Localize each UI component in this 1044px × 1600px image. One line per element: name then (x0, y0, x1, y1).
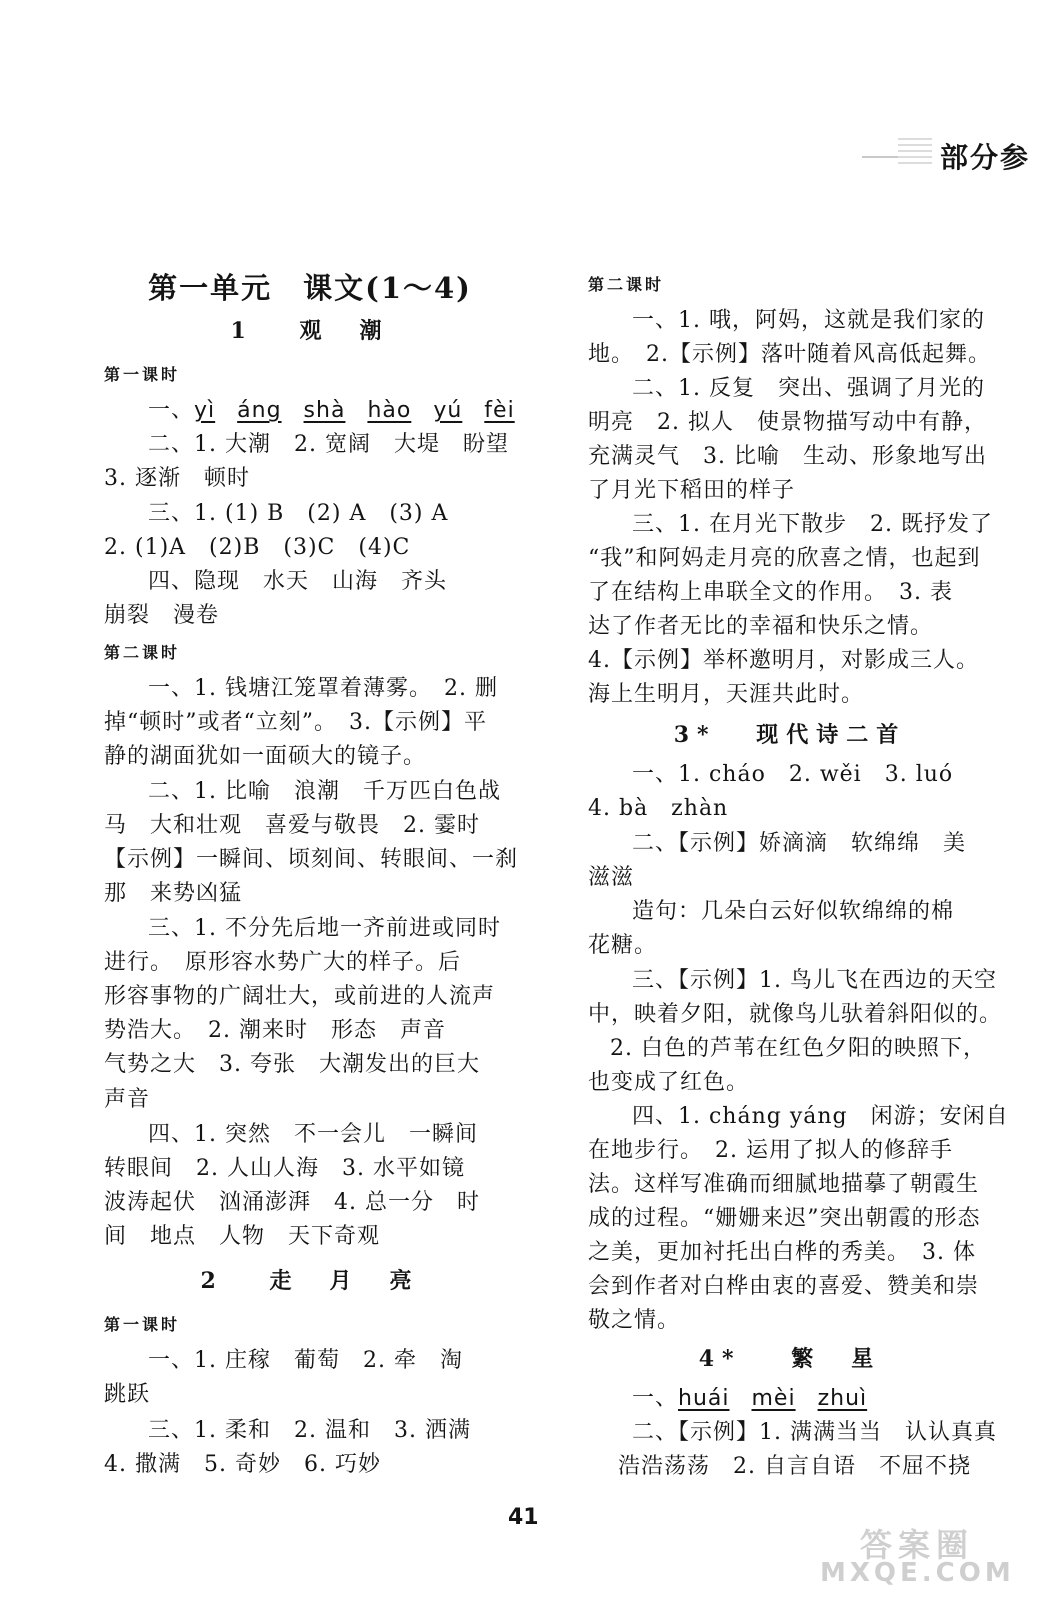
section-label: 第二课时 (104, 643, 181, 662)
pinyin-answer: huái (678, 1386, 730, 1411)
answer-line: 【示例】一瞬间、顷刻间、转眼间、一刹 (104, 847, 519, 872)
answer-line: 转眼间 2. 人山人海 3. 水平如镜 (104, 1156, 465, 1181)
page-number: 41 (508, 1505, 539, 1530)
answer-line: 一、1. 庄稼 葡萄 2. 牵 淘 (148, 1348, 463, 1373)
answer-line: 敬之情。 (588, 1308, 681, 1333)
lesson-number: 4* (698, 1346, 742, 1372)
answer-line: 形容事物的广阔壮大，或前进的人流声 (104, 984, 496, 1009)
answer-line: 一、1. 钱塘江笼罩着薄雾。 2. 删 (148, 676, 498, 701)
lesson-title: 现代诗二首 (756, 722, 907, 748)
lesson-number: 1 (230, 318, 254, 344)
answer-line: 二、1. 比喻 浪潮 千万匹白色战 (148, 779, 501, 804)
answer-line: 三、1. 不分先后地一齐前进或同时 (148, 916, 501, 941)
answer-line: 2. 白色的芦苇在红色夕阳的映照下， (610, 1036, 986, 1061)
section-label: 第一课时 (104, 365, 181, 384)
answer-line: 花糖。 (588, 933, 658, 958)
pinyin-answer: yú (433, 398, 463, 423)
watermark-url: MXQE.COM (820, 1558, 1015, 1588)
watermark-logo-text: 答案圈 (860, 1526, 975, 1564)
lesson-number: 2 (200, 1268, 224, 1294)
pinyin-answer: zhuì (817, 1386, 868, 1411)
page-header-title: 部分参 (940, 141, 1031, 174)
answer-line: 三、1. 柔和 2. 温和 3. 洒满 (148, 1418, 471, 1443)
pinyin-answer-line (588, 1384, 992, 1414)
answer-line: 中，映着夕阳，就像鸟儿驮着斜阳似的。 (588, 1002, 1003, 1027)
answer-line: 马 大和壮观 喜爱与敬畏 2. 霎时 (104, 813, 480, 838)
answer-line: 静的湖面犹如一面硕大的镜子。 (104, 744, 427, 769)
section-label: 第二课时 (588, 275, 665, 294)
watermark (820, 1520, 1020, 1590)
answer-line: 势浩大。 2. 潮来时 形态 声音 (104, 1018, 446, 1043)
pinyin-answer: yì (194, 398, 216, 423)
answer-line: 浩浩荡荡 2. 自言自语 不屈不挠 (618, 1454, 971, 1479)
lesson-4-heading (588, 1344, 992, 1374)
lesson-title: 观 潮 (299, 318, 390, 344)
answer-line: 气势之大 3. 夸张 大潮发出的巨大 (104, 1052, 480, 1077)
answer-line: 四、1. 突然 不一会儿 一瞬间 (148, 1122, 478, 1147)
lesson-3-heading (588, 720, 992, 750)
lesson-title: 繁 星 (791, 1346, 882, 1372)
answer-line: 成的过程。“姗姗来迟”突出朝霞的形态 (588, 1206, 981, 1231)
answer-line: 三、1. 在月光下散步 2. 既抒发了 (632, 512, 993, 537)
lesson-1-heading (104, 316, 516, 346)
answer-line: 二、【示例】1. 满满当当 认认真真 (632, 1420, 997, 1445)
answer-line: 达了作者无比的幸福和快乐之情。 (588, 614, 934, 639)
answer-line: 崩裂 漫卷 (104, 603, 220, 628)
answer-line: 造句：几朵白云好似软绵绵的棉 (632, 899, 955, 924)
answer-line: 四、1. cháng yáng 闲游；安闲自 (632, 1104, 1009, 1129)
answer-line: 波涛起伏 汹涌澎湃 4. 总一分 时 (104, 1190, 480, 1215)
lesson-number: 3* (673, 722, 717, 748)
answer-line: 3. 逐渐 顿时 (104, 466, 250, 491)
answer-line: 明亮 2. 拟人 使景物描写动中有静， (588, 410, 987, 435)
question-lead: 一、 (148, 398, 195, 423)
answer-line: 滋滋 (588, 865, 635, 890)
answer-line: 一、1. cháo 2. wěi 3. luó (632, 762, 954, 787)
pinyin-answer-line (104, 396, 516, 426)
answer-line: 海上生明月，天涯共此时。 (588, 682, 865, 707)
answer-line: 二、1. 反复 突出、强调了月光的 (632, 376, 985, 401)
answer-line: 2. (1)A (2)B (3)C (4)C (104, 535, 411, 560)
answer-line: 4.【示例】举杯邀明月，对影成三人。 (588, 648, 979, 673)
answer-line: “我”和阿妈走月亮的欣喜之情，也起到 (588, 546, 981, 571)
answer-line: 四、隐现 水天 山海 齐头 (148, 569, 448, 594)
answer-line: 充满灵气 3. 比喻 生动、形象地写出 (588, 444, 987, 469)
unit-title: 第一单元 课文(1～4) (148, 271, 472, 305)
answer-line: 会到作者对白桦由衷的喜爱、赞美和崇 (588, 1274, 980, 1299)
lesson-title: 走 月 亮 (269, 1268, 420, 1294)
pinyin-answer: shà (303, 398, 346, 423)
pinyin-answer: hào (367, 398, 412, 423)
lesson-2-heading (104, 1266, 516, 1296)
answer-line: 二、1. 大潮 2. 宽阔 大堤 盼望 (148, 432, 509, 457)
answer-line: 也变成了红色。 (588, 1070, 750, 1095)
answer-line: 地。 2.【示例】落叶随着风高低起舞。 (588, 342, 991, 367)
answer-line: 三、【示例】1. 鸟儿飞在西边的天空 (632, 968, 997, 993)
pinyin-answer: fèi (484, 398, 515, 423)
answer-line: 4. bà zhàn (588, 796, 729, 821)
pinyin-answer: mèi (751, 1386, 796, 1411)
pinyin-answer: áng (237, 398, 282, 423)
answer-line: 三、1. (1) B (2) A (3) A (148, 501, 449, 526)
answer-line: 了在结构上串联全文的作用。 3. 表 (588, 580, 953, 605)
answer-line: 进行。 原形容水势广大的样子。后 (104, 950, 462, 975)
answer-line: 那 来势凶猛 (104, 881, 243, 906)
answer-line: 跳跃 (104, 1382, 151, 1407)
question-lead: 一、 (632, 1386, 679, 1411)
answer-line: 一、1. 哦，阿妈，这就是我们家的 (632, 308, 985, 333)
answer-line: 在地步行。 2. 运用了拟人的修辞手 (588, 1138, 953, 1163)
answer-line: 间 地点 人物 天下奇观 (104, 1224, 381, 1249)
answer-line: 法。这样写准确而细腻地描摹了朝霞生 (588, 1172, 980, 1197)
answer-line: 声音 (104, 1087, 151, 1112)
answer-line: 4. 撒满 5. 奇妙 6. 巧妙 (104, 1452, 381, 1477)
answer-line: 了月光下稻田的样子 (588, 478, 796, 503)
answer-line: 之美，更加衬托出白桦的秀美。 3. 体 (588, 1240, 976, 1265)
section-label: 第一课时 (104, 1315, 181, 1334)
answer-line: 二、【示例】娇滴滴 软绵绵 美 (632, 831, 967, 856)
header-decoration (898, 138, 932, 168)
answer-line: 掉“顿时”或者“立刻”。 3.【示例】平 (104, 710, 487, 735)
